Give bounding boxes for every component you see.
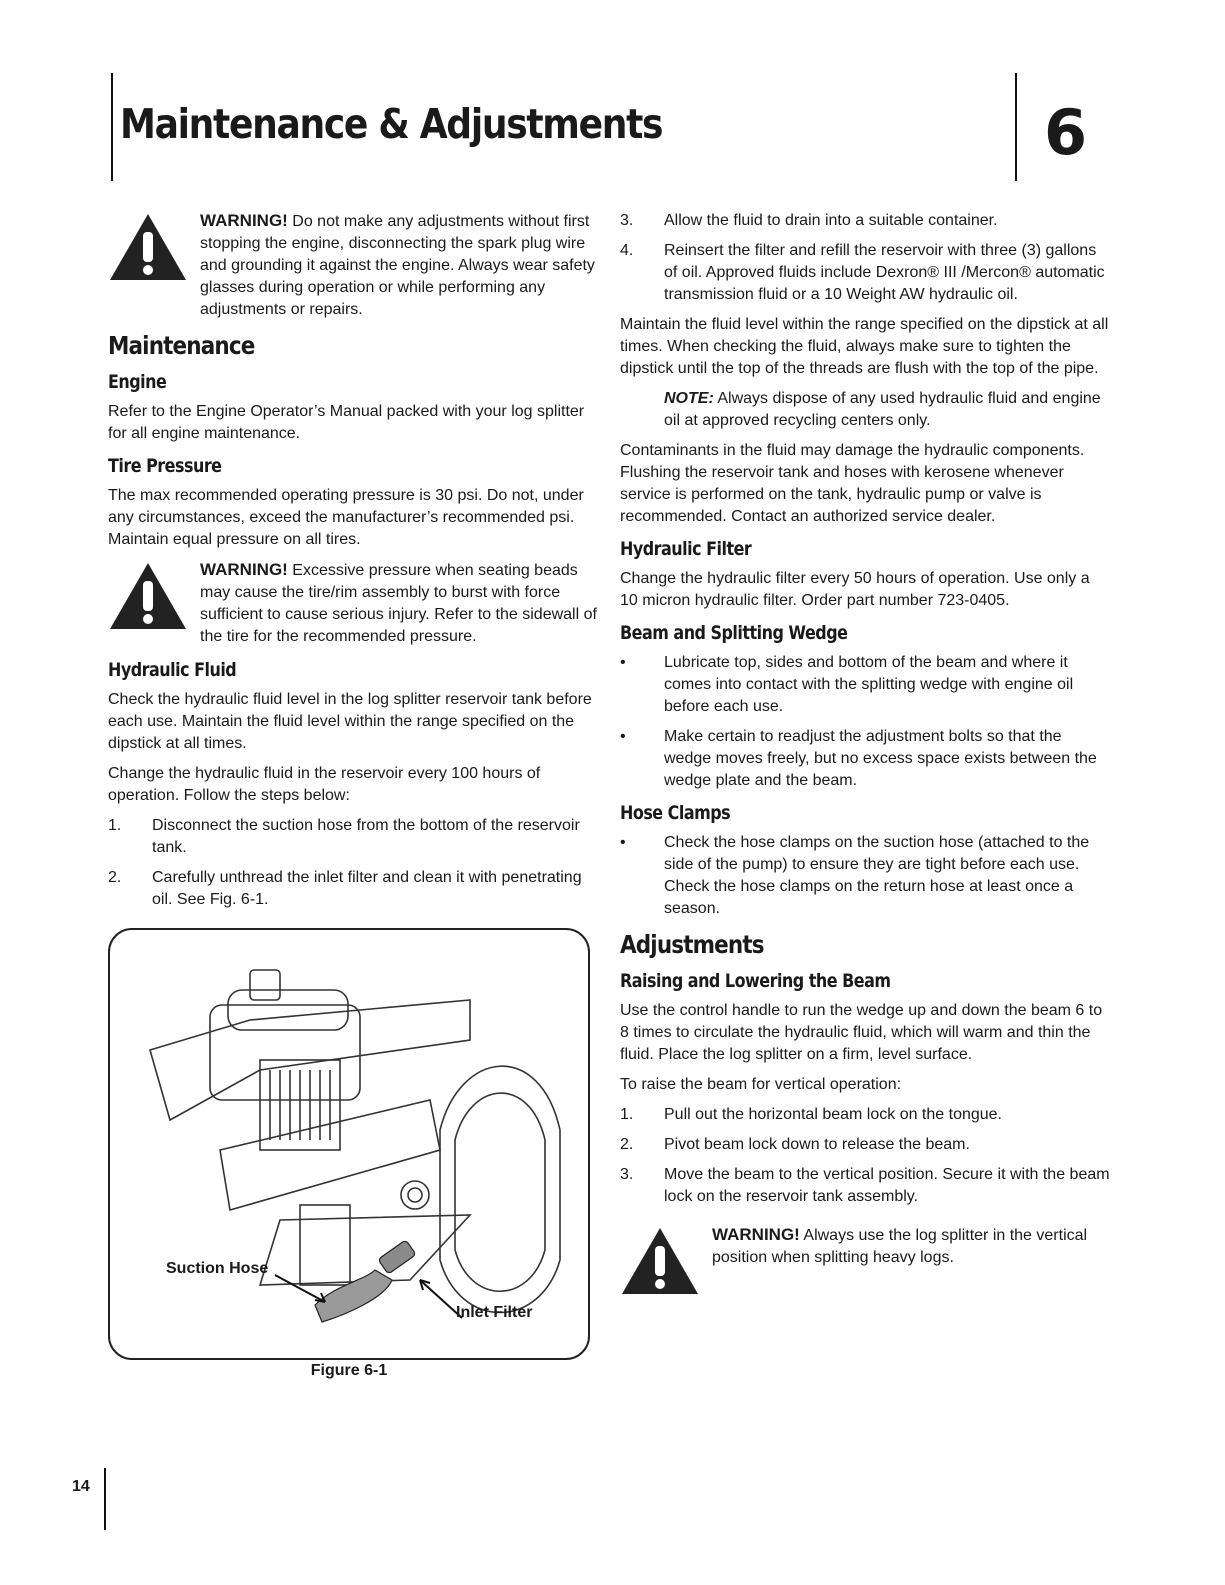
list-item — [108, 867, 598, 911]
step-text: Carefully unthread the inlet filter and clean it with penetrating oil. See Fig. 6-1. — [152, 869, 582, 908]
step-text: Pull out the horizontal beam lock on the tongue. — [664, 1106, 1002, 1123]
warning-icon — [108, 212, 188, 282]
section-heading-adjustments: Adjustments — [620, 930, 764, 959]
left-column — [108, 210, 598, 919]
subheading-tire-pressure: Tire Pressure — [108, 455, 222, 477]
bullet: • — [620, 728, 626, 745]
label-inlet-filter: Inlet Filter — [456, 1304, 533, 1321]
warning-label: WARNING! — [200, 211, 288, 230]
warning-icon — [620, 1226, 700, 1296]
list-item — [108, 815, 598, 859]
header-rule-left — [111, 73, 113, 181]
warning-label: WARNING! — [200, 560, 288, 579]
subheading-raising-beam: Raising and Lowering the Beam — [620, 970, 891, 992]
warning-adjustments — [108, 210, 598, 321]
filter-paragraph: Change the hydraulic filter every 50 hours of operation. Use only a 10 micron hydraulic filter. Order part number 723-0405. — [620, 570, 1090, 609]
step-number: 1. — [108, 817, 122, 834]
step-text: Pivot beam lock down to release the beam. — [664, 1136, 970, 1153]
raise-paragraph-1: Use the control handle to run the wedge up and down the beam 6 to 8 times to circulate the hydraulic fluid, which will warm and thin the fluid. Place the log splitter on a firm, level surface. — [620, 1002, 1103, 1063]
section-heading-maintenance: Maintenance — [108, 331, 255, 360]
step-number: 1. — [620, 1106, 634, 1123]
log-splitter-illustration — [110, 930, 588, 1358]
subheading-beam-wedge: Beam and Splitting Wedge — [620, 622, 848, 644]
dipstick-paragraph: Maintain the fluid level within the range specified on the dipstick at all times. When checking the fluid, always make sure to tighten the dipstick until the top of the threads are flush with the top of the pipe. — [620, 316, 1109, 377]
list-item — [620, 726, 1110, 792]
bullet-text: Check the hose clamps on the suction hose (attached to the side of the pump) to ensure they are tight before each use. Check the hose clamps on the return hose at least once a season. — [664, 834, 1090, 917]
warning-tire — [108, 559, 598, 649]
fluid-paragraph-2: Change the hydraulic fluid in the reservoir every 100 hours of operation. Follow the steps below: — [108, 765, 541, 804]
step-number: 3. — [620, 212, 634, 229]
step-text: Reinsert the filter and refill the reservoir with three (3) gallons of oil. Approved fluids include Dexron® III /Mercon® automatic transmission fluid or a 10 Weight AW hydraulic oil. — [664, 242, 1105, 303]
list-item — [620, 1134, 1110, 1156]
list-item — [620, 1104, 1110, 1126]
header-rule-right — [1015, 73, 1017, 181]
contaminants-paragraph: Contaminants in the fluid may damage the hydraulic components. Flushing the reservoir tank and hoses with kerosene whenever service is performed on the tank, hydraulic pump or valve is recommended. Contact an authorized service dealer. — [620, 442, 1085, 525]
list-item — [620, 240, 1110, 306]
chapter-number: 6 — [1044, 96, 1088, 169]
bullet-text: Lubricate top, sides and bottom of the beam and where it comes into contact with the splitting wedge with engine oil before each use. — [664, 654, 1074, 715]
step-text: Move the beam to the vertical position. Secure it with the beam lock on the reservoir tank assembly. — [664, 1166, 1110, 1205]
note-text: Always dispose of any used hydraulic fluid and engine oil at approved recycling centers only. — [664, 390, 1101, 429]
figure-6-1 — [108, 928, 590, 1360]
note — [620, 388, 1110, 432]
subheading-hose-clamps: Hose Clamps — [620, 802, 731, 824]
warning-text: Excessive pressure when seating beads may cause the tire/rim assembly to burst with force sufficient to cause serious injury. Refer to the sidewall of the tire for the recommended pressure. — [200, 562, 597, 645]
note-label: NOTE: — [664, 390, 714, 407]
tire-paragraph: The max recommended operating pressure is 30 psi. Do not, under any circumstances, exceed the manufacturer’s recommended psi. Maintain equal pressure on all tires. — [108, 487, 584, 548]
step-number: 3. — [620, 1166, 634, 1183]
raise-paragraph-2: To raise the beam for vertical operation: — [620, 1076, 902, 1093]
footer-rule — [104, 1468, 106, 1530]
warning-text: Do not make any adjustments without first stopping the engine, disconnecting the spark plug wire and grounding it against the engine. Always wear safety glasses during operation or while performing any adjustments or repairs. — [200, 213, 595, 318]
bullet-text: Make certain to readjust the adjustment bolts so that the wedge moves freely, but no excess space exists between the wedge plate and the beam. — [664, 728, 1097, 789]
warning-vertical — [620, 1224, 1110, 1314]
subheading-engine: Engine — [108, 371, 167, 393]
list-item — [620, 652, 1110, 718]
figure-caption: Figure 6-1 — [310, 1362, 388, 1379]
page-number: 14 — [72, 1478, 90, 1495]
fluid-paragraph-1: Check the hydraulic fluid level in the log splitter reservoir tank before each use. Maintain the fluid level within the range specified on the dipstick at all times. — [108, 691, 592, 752]
warning-text: Always use the log splitter in the vertical position when splitting heavy logs. — [712, 1227, 1088, 1266]
step-number: 2. — [620, 1136, 634, 1153]
subheading-hydraulic-filter: Hydraulic Filter — [620, 538, 752, 560]
warning-label: WARNING! — [712, 1225, 800, 1244]
engine-paragraph: Refer to the Engine Operator’s Manual packed with your log splitter for all engine maintenance. — [108, 403, 585, 442]
warning-icon — [108, 561, 188, 631]
right-column — [620, 210, 1110, 1322]
bullet: • — [620, 834, 626, 851]
list-item — [620, 210, 1110, 232]
step-number: 4. — [620, 242, 634, 259]
step-number: 2. — [108, 869, 122, 886]
step-text: Allow the fluid to drain into a suitable container. — [664, 212, 998, 229]
bullet: • — [620, 654, 626, 671]
subheading-hydraulic-fluid: Hydraulic Fluid — [108, 659, 237, 681]
label-suction-hose: Suction Hose — [166, 1260, 269, 1277]
chapter-title: Maintenance & Adjustments — [120, 100, 663, 148]
list-item — [620, 1164, 1110, 1208]
step-text: Disconnect the suction hose from the bottom of the reservoir tank. — [152, 817, 580, 856]
list-item — [620, 832, 1110, 920]
